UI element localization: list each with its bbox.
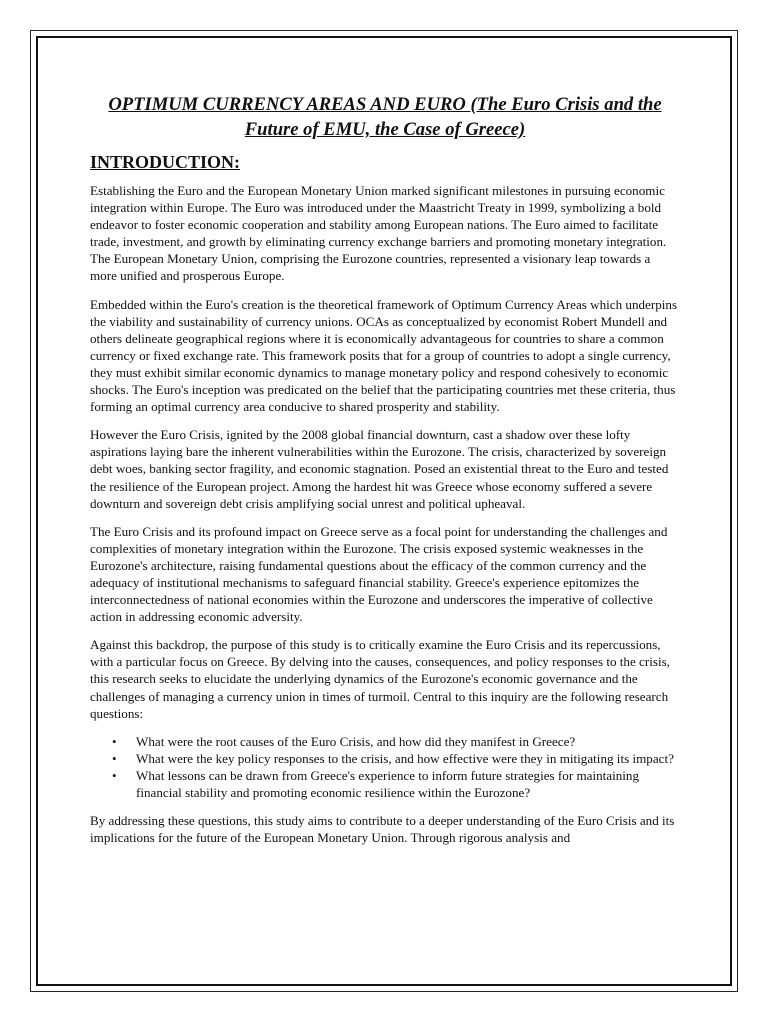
- bullet-icon: •: [112, 733, 117, 749]
- list-item: [90, 767, 680, 801]
- paragraph-3: However the Euro Crisis, ignited by the 2008 global financial downturn, cast a shadow over these lofty aspirations laying bare the inherent vulnerabilities within the Eurozone. The crisis, characterized by sovereign debt woes, banking sector fragility, and economic stagnation. Posed an existential threat to the Euro and tested the resilience of the European project. Among the hardest hit was Greece whose economy suffered a severe downturn and sovereign debt crisis amplifying social unrest and political upheaval.: [90, 427, 669, 511]
- document-body: [90, 92, 680, 857]
- paragraph-2: Embedded within the Euro's creation is the theoretical framework of Optimum Currency Areas which underpins the viability and sustainability of currency unions. OCAs as conceptualized by economist Robert Mundell and others delineate geographical regions where it is economically advantageous for countries to share a common currency or fixed exchange rate. This framework posits that for a group of countries to adopt a single currency, they must exhibit similar economic dynamics to manage monetary policy and respond cohesively to economic shocks. The Euro's inception was predicated on the belief that the participating countries met these criteria, thus forming an optimal currency area conducive to shared prosperity and stability.: [90, 296, 678, 415]
- research-questions-list: [90, 733, 680, 801]
- list-item: [90, 733, 680, 750]
- research-question-2: What were the key policy responses to the crisis, and how effective were they in mitigating its impact?: [136, 750, 674, 766]
- closing-paragraph: By addressing these questions, this study aims to contribute to a deeper understanding of the Euro Crisis and its implications for the future of the European Monetary Union. Through rigorous analysis and: [90, 813, 675, 846]
- research-question-1: What were the root causes of the Euro Crisis, and how did they manifest in Greece?: [136, 733, 576, 749]
- bullet-icon: •: [112, 767, 117, 783]
- document-title: OPTIMUM CURRENCY AREAS AND EURO (The Euro Crisis and the Future of EMU, the Case of Greece): [108, 94, 662, 140]
- research-question-3: What lessons can be drawn from Greece's experience to inform future strategies for maintaining financial stability and promoting economic resilience within the Eurozone?: [136, 767, 640, 800]
- paragraph-5: Against this backdrop, the purpose of this study is to critically examine the Euro Crisis and its repercussions, with a particular focus on Greece. By delving into the causes, consequences, and policy responses to the crisis, this research seeks to elucidate the underlying dynamics of the Eurozone's economic governance and the challenges of managing a currency union in times of turmoil. Central to this inquiry are the following research questions:: [90, 637, 670, 721]
- paragraph-4: The Euro Crisis and its profound impact on Greece serve as a focal point for understanding the challenges and complexities of monetary integration within the Eurozone. The crisis exposed systemic weaknesses in the Eurozone's architecture, raising fundamental questions about the efficacy of the common currency and the adequacy of institutional mechanisms to safeguard financial stability. Greece's experience epitomizes the interconnectedness of national economies within the Eurozone and underscores the imperative of collective action in addressing economic adversity.: [90, 523, 668, 625]
- bullet-icon: •: [112, 750, 117, 766]
- paragraph-1: Establishing the Euro and the European Monetary Union marked significant milestones in pursuing economic integration within Europe. The Euro was introduced under the Maastricht Treaty in 1999, symbolizing a bold endeavor to foster economic cooperation and stability among European nations. The Euro aimed to facilitate trade, investment, and growth by eliminating currency exchange barriers and promoting monetary integration. The European Monetary Union, comprising the Eurozone countries, represented a visionary leap towards a more unified and prosperous Europe.: [90, 183, 667, 284]
- introduction-heading: INTRODUCTION:: [90, 152, 241, 172]
- list-item: [90, 750, 680, 767]
